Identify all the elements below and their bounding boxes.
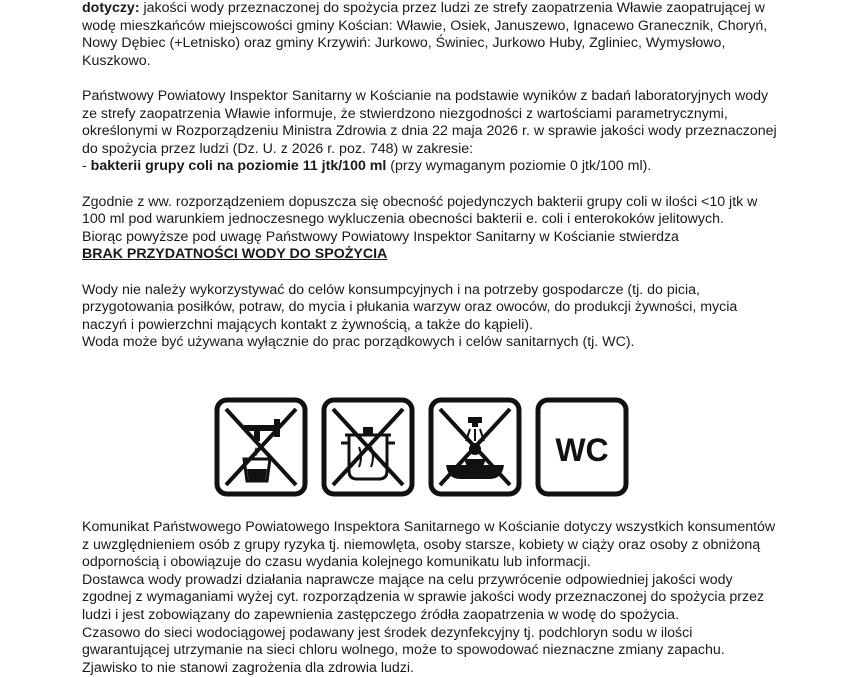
no-drinking-water-icon	[214, 397, 308, 497]
pictogram-row	[214, 397, 629, 499]
notice-body	[82, 0, 782, 352]
closing-paragraph: Komunikat Państwowego Powiatowego Inspektora Sanitarnego w Kościanie dotyczy wszystkich konsumentów z uwzględnieniem osób z grupy ryzyka tj. niemowlęta, osoby starsze, kobiety w ciąży oraz osoby z obniżoną odpornością i obowiązuje do czasu wydania kolejnego komunikatu lub informacji.	[82, 519, 776, 571]
allowed-use-line: Woda może być używana wyłącznie do prac porządkowych i celów sanitarnych (tj. WC).	[82, 334, 635, 351]
no-cooking-icon	[321, 397, 415, 497]
regulation-paragraph: Zgodnie z ww. rozporządzeniem dopuszcza się obecność pojedynczych bakterii grupy coli w ilości <10 jtk w 100 ml pod warunkiem jednoczesnego wykluczenia obecności bakterii e. coli i enterokoków jelitowych.	[82, 193, 758, 228]
verdict-heading: BRAK PRZYDATNOŚCI WODY DO SPOŻYCIA	[82, 246, 388, 263]
disinfection-paragraph: Czasowo do sieci wodociągowej podawany jest środek dezynfekcyjny tj. podchloryn sodu w ilości gwarantującej utrzymanie na sieci chloru wolnego, może to spowodować nieznaczne zmiany zapachu. Zjawisko to nie stanowi zagrożenia dla zdrowia ludzi.	[82, 624, 725, 676]
bullet-rest: (przy wymaganym poziomie 0 jtk/100 ml).	[386, 158, 652, 175]
findings-bullet	[82, 158, 782, 176]
closing-body	[82, 519, 782, 677]
wc-icon	[535, 397, 629, 497]
findings-paragraph: Państwowy Powiatowy Inspektor Sanitarny w Kościanie na podstawie wyników z badań laboratoryjnych wody ze strefy zaopatrzenia Wławie informuje, że stwierdzono niezgodności z wartościami parametrycznymi, określonymi w Rozporządzeniu Ministra Zdrowia z dnia 22 maja 2026 r. w sprawie jakości wody przeznaczonej do spożycia przez ludzi (Dz. U. z 2026 r. poz. 748) w zakresie:	[82, 87, 777, 157]
intro-paragraph	[82, 0, 782, 70]
supplier-paragraph: Dostawca wody prowadzi działania naprawcze mające na celu przywrócenie odpowiedniej jakości wody zgodnej z wymaganiami wyżej cyt. rozporządzenia w sprawie jakości wody przeznaczonej do spożycia przez ludzi i jest zobowiązany do zapewnienia zastępczego źródła zaopatrzenia w wodę do spożycia.	[82, 571, 765, 623]
bullet-bold: bakterii grupy coli na poziomie 11 jtk/100 ml	[90, 158, 387, 175]
conclusion-line: Biorąc powyższe pod uwagę Państwowy Powiatowy Inspektor Sanitarny w Kościanie stwierdza	[82, 228, 679, 245]
intro-label: dotyczy:	[82, 0, 140, 16]
no-bathing-icon	[428, 397, 522, 497]
prohibition-paragraph: Wody nie należy wykorzystywać do celów konsumpcyjnych i na potrzeby gospodarcze (tj. do picia, przygotowania posiłków, potraw, do mycia i płukania warzyw oraz owoców, do produkcji żywności, mycia naczyń i powierzchni mających kontakt z żywnością, a także do kąpieli).	[82, 281, 738, 333]
intro-text: jakości wody przeznaczonej do spożycia przez ludzi ze strefy zaopatrzenia Wławie zaopatrującej w wodę mieszkańców miejscowości gminy Kościan: Wławie, Osiek, Januszewo, Ignacewo Granecznik, Choryń, Nowy Dębiec (+Letnisko) oraz gminy Krzywiń: Jurkowo, Świniec, Jurkowo Huby, Zgliniec, Wymysłowo, Kuszkowo.	[82, 0, 768, 69]
bullet-prefix: -	[82, 158, 91, 175]
wc-label: WC	[555, 432, 609, 468]
